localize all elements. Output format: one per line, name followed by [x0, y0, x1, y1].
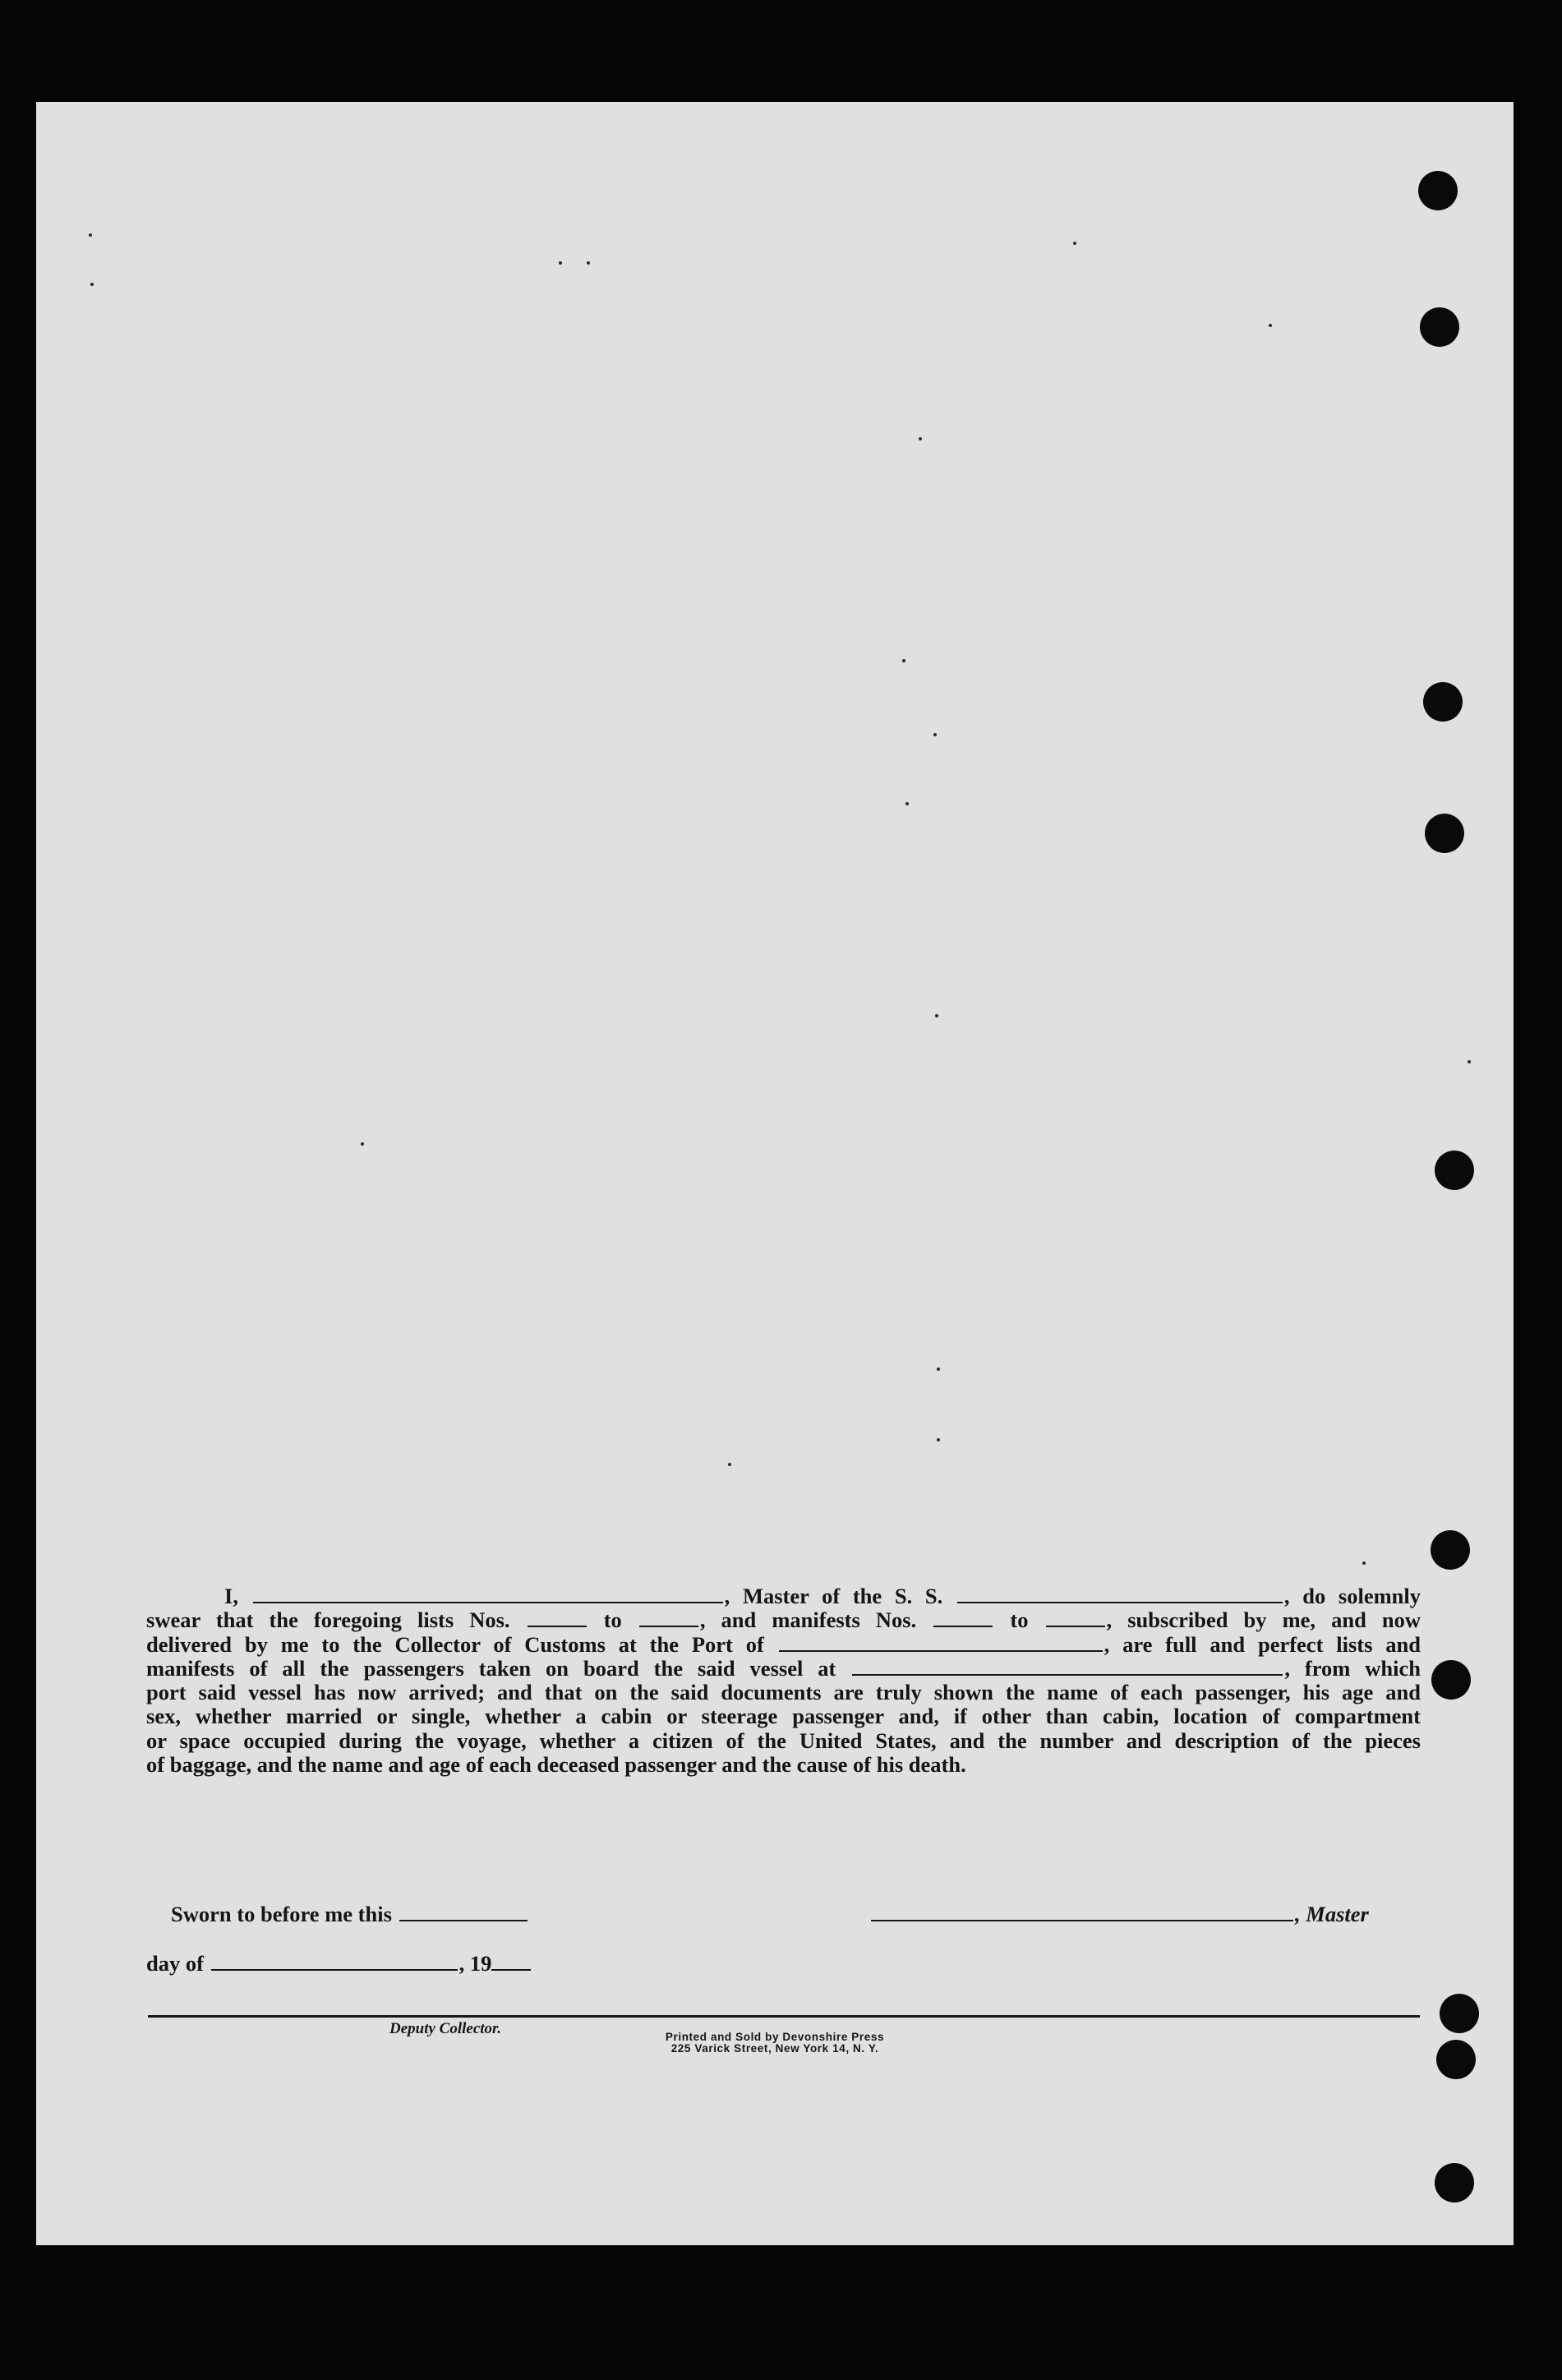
scan-speck	[933, 733, 937, 736]
punch-hole	[1431, 1530, 1470, 1570]
scan-speck	[1362, 1561, 1366, 1565]
printer-line-2: 225 Varick Street, New York 14, N. Y.	[670, 2042, 879, 2055]
scan-speck	[937, 1438, 940, 1441]
oath-paragraph	[146, 1584, 1421, 1777]
punch-hole	[1418, 171, 1458, 210]
oath-text: , subscribed by me, and now	[1106, 1607, 1421, 1633]
scan-speck	[937, 1368, 940, 1371]
oath-text: , are full and perfect lists and	[1104, 1631, 1421, 1657]
oath-line-8: of baggage, and the name and age of each deceased passenger and the cause of his death.	[146, 1752, 966, 1778]
sworn-date-field[interactable]	[399, 1903, 528, 1921]
oath-line-6: sex, whether married or single, whether a cabin or steerage passenger and, if other than cabin, location of compartment	[146, 1704, 1421, 1729]
punch-hole	[1440, 1994, 1479, 2033]
separator-rule	[148, 2015, 1420, 2018]
port-field[interactable]	[779, 1634, 1103, 1652]
scan-speck	[90, 283, 94, 286]
punch-hole	[1431, 1660, 1471, 1700]
scan-speck	[935, 1014, 938, 1017]
oath-text: swear that the foregoing lists Nos.	[146, 1607, 510, 1633]
scan-speck	[905, 802, 909, 805]
oath-text: , and manifests Nos.	[699, 1607, 917, 1633]
oath-text: , do solemnly	[1283, 1584, 1421, 1608]
departure-port-field[interactable]	[852, 1658, 1283, 1676]
lists-from-field[interactable]	[528, 1609, 587, 1627]
punch-hole	[1425, 814, 1464, 853]
master-signature	[869, 1902, 1369, 1927]
manifests-to-field[interactable]	[1046, 1609, 1105, 1627]
year-text: , 19	[458, 1951, 492, 1976]
oath-text: to	[603, 1607, 622, 1633]
scan-speck	[1073, 242, 1076, 245]
scan-speck	[89, 233, 92, 237]
oath-text: manifests of all the passengers taken on board the said vessel at	[146, 1655, 836, 1681]
ship-name-field[interactable]	[957, 1585, 1283, 1603]
oath-line-2	[146, 1608, 1421, 1632]
oath-line-1	[146, 1584, 1421, 1608]
scan-speck	[1269, 324, 1272, 327]
oath-line-4	[146, 1657, 1421, 1681]
lists-to-field[interactable]	[639, 1609, 698, 1627]
scan-speck	[559, 261, 562, 265]
form-page	[36, 102, 1514, 2245]
oath-line-7: or space occupied during the voyage, whether a citizen of the United States, and the number and description of the pieces	[146, 1727, 1421, 1753]
day-line	[146, 1951, 532, 1976]
scan-speck	[361, 1142, 364, 1146]
oath-text: I,	[224, 1584, 238, 1608]
scan-speck	[919, 437, 922, 440]
master-label: , Master	[1295, 1902, 1369, 1926]
scan-speck	[1468, 1060, 1471, 1063]
oath-line-5: port said vessel has now arrived; and that on the said documents are truly shown the name of each passenger, his age and	[146, 1680, 1421, 1705]
punch-hole	[1423, 682, 1463, 722]
scan-speck	[587, 261, 590, 265]
oath-text: to	[1010, 1607, 1029, 1633]
day-month-field[interactable]	[211, 1953, 458, 1971]
sworn-line	[171, 1902, 529, 1927]
year-field[interactable]	[491, 1953, 531, 1971]
oath-text: , Master of the S. S.	[724, 1584, 943, 1608]
day-of-text: day of	[146, 1951, 204, 1976]
master-name-field[interactable]	[253, 1585, 723, 1603]
printer-line-1: Printed and Sold by Devonshire Press	[665, 2031, 885, 2043]
oath-line-3	[146, 1633, 1421, 1657]
master-signature-field[interactable]	[871, 1903, 1293, 1921]
punch-hole	[1420, 307, 1459, 347]
oath-text: delivered by me to the Collector of Customs at the Port of	[146, 1631, 764, 1657]
printer-imprint	[36, 2032, 1514, 2055]
sworn-text: Sworn to before me this	[171, 1902, 392, 1926]
punch-hole	[1435, 1151, 1474, 1190]
manifests-from-field[interactable]	[933, 1609, 993, 1627]
scan-speck	[728, 1463, 731, 1466]
oath-text: , from which	[1284, 1655, 1421, 1681]
scan-speck	[902, 659, 905, 662]
punch-hole	[1435, 2163, 1474, 2202]
deputy-collector-label: Deputy Collector.	[389, 2020, 502, 2037]
